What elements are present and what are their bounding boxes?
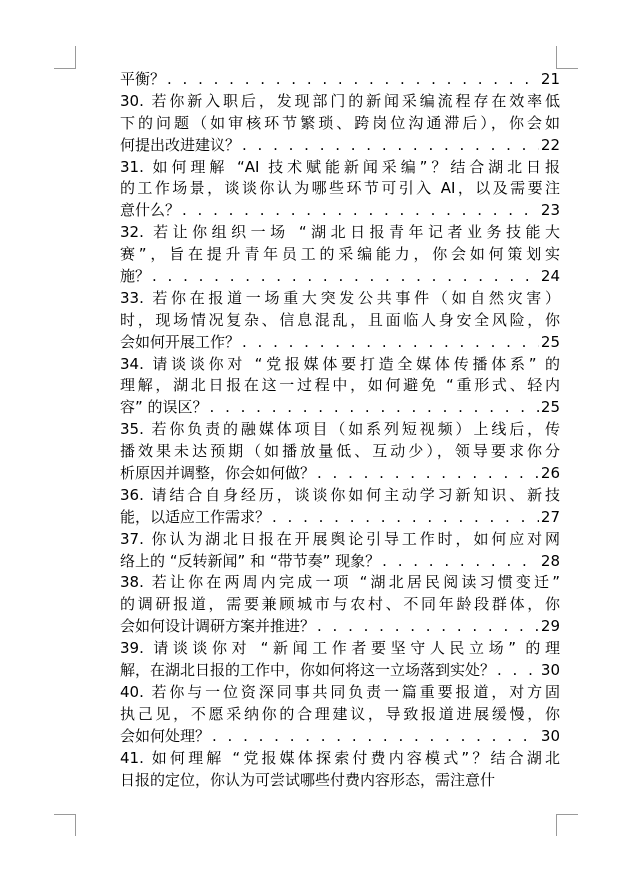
toc-entry-text: 30. 若你新入职后，发现部门的新闻采编流程存在效率低 [120, 91, 560, 110]
toc-page-number: 25 [540, 332, 560, 351]
toc-entry-text: 意什么？ [120, 201, 181, 220]
dot-leader [497, 660, 539, 682]
toc-entry-text: 会如何设计调研方案并推进？ [120, 617, 316, 636]
toc-page-number: 23 [540, 201, 560, 220]
toc-entry-text: 39. 请谈谈你对 “新闻工作者要坚守人民立场” 的理 [120, 639, 560, 658]
toc-entry-last-line[interactable] [120, 726, 560, 748]
toc-entry-last-line[interactable] [120, 616, 560, 638]
crop-mark-bottom-right-h [556, 814, 578, 815]
toc-page-number: 30 [540, 726, 560, 745]
dot-leader [317, 616, 539, 638]
toc-entry-text: 35. 若你负责的融媒体项目（如系列短视频）上线后，传 [120, 420, 560, 439]
toc-entry-text: 31. 如何理解 “AI 技术赋能新闻采编”？结合湖北日报 [120, 157, 560, 176]
toc-entry-text: 32. 若让你组织一场 “湖北日报青年记者业务技能大 [120, 223, 560, 242]
toc-entry-last-line[interactable] [120, 507, 560, 529]
toc-entry-text: 赛”，旨在提升青年员工的采编能力，你会如何策划实 [120, 245, 560, 264]
dot-leader [152, 266, 539, 288]
toc-entry-text: 日报的定位，你认为可尝试哪些付费内容形态，需注意什 [120, 770, 496, 789]
crop-mark-bottom-right-v [556, 814, 557, 836]
toc-entry-line[interactable] [120, 485, 560, 507]
toc-entry-last-line[interactable] [120, 551, 560, 573]
toc-entry-last-line[interactable] [120, 135, 560, 157]
toc-entry-line[interactable] [120, 572, 560, 594]
toc-entry-line[interactable] [120, 178, 560, 200]
dot-leader [382, 551, 539, 573]
table-of-contents [120, 69, 560, 791]
toc-page-number: 28 [540, 551, 560, 570]
toc-entry-text: 会如何处理？ [120, 726, 211, 745]
dot-leader [272, 507, 539, 529]
toc-entry-text: 容” 的误区？ [120, 398, 208, 417]
toc-page-number: 21 [540, 70, 560, 88]
toc-entry-line[interactable] [120, 529, 560, 551]
toc-entry-text: 络上的 “反转新闻” 和 “带节奏” 现象？ [120, 551, 381, 570]
toc-entry-text: 时，现场情况复杂、信息混乱，且面临人身安全风险，你 [120, 310, 560, 329]
toc-entry-line[interactable] [120, 375, 560, 397]
toc-entry-last-line[interactable] [120, 660, 560, 682]
toc-entry-text: 解，在湖北日报的工作中，你如何将这一立场落到实处？ [120, 661, 496, 680]
dot-leader [317, 463, 539, 485]
toc-entry-line[interactable] [120, 113, 560, 135]
toc-entry-last-line[interactable] [120, 463, 560, 485]
toc-entry-text: 下的问题（如审核环节繁琐、跨岗位沟通滞后），你会如 [120, 113, 560, 132]
toc-entry-text: 40. 若你与一位资深同事共同负责一篇重要报道，对方固 [120, 682, 560, 701]
dot-leader [242, 135, 539, 157]
toc-entry-text: 的工作场景，谈谈你认为哪些环节可引入 AI，以及需要注 [120, 179, 560, 198]
toc-page-number: 26 [540, 464, 560, 483]
toc-entry-line[interactable] [120, 244, 560, 266]
crop-mark-bottom-left-v [75, 814, 76, 836]
toc-entry-text: 36. 请结合自身经历，谈谈你如何主动学习新知识、新技 [120, 485, 560, 504]
toc-entry-text: 何提出改进建议？ [120, 135, 241, 154]
toc-page-number: 25 [540, 398, 560, 417]
toc-entry-line[interactable] [120, 594, 560, 616]
toc-entry-text: 析原因并调整，你会如何做？ [120, 464, 316, 483]
dot-leader [242, 332, 539, 354]
toc-entry-line[interactable] [120, 91, 560, 113]
toc-entry-last-line[interactable] [120, 266, 560, 288]
toc-entry-text: 33. 若你在报道一场重大突发公共事件（如自然灾害） [120, 288, 560, 307]
dot-leader [167, 69, 539, 91]
toc-page-number: 24 [540, 267, 560, 286]
toc-page-number: 27 [540, 507, 560, 526]
crop-mark-top-left-v [75, 46, 76, 68]
toc-entry-last-line[interactable] [120, 69, 560, 91]
toc-entry-last-line[interactable] [120, 332, 560, 354]
dot-leader [210, 397, 539, 419]
toc-entry-line[interactable] [120, 157, 560, 179]
toc-entry-line[interactable] [120, 770, 560, 792]
toc-page-number: 22 [540, 135, 560, 154]
toc-entry-line[interactable] [120, 748, 560, 770]
toc-entry-text: 37. 你认为湖北日报在开展舆论引导工作时，如何应对网 [120, 529, 560, 548]
toc-entry-line[interactable] [120, 354, 560, 376]
crop-mark-top-left-h [54, 68, 76, 69]
toc-entry-line[interactable] [120, 704, 560, 726]
toc-entry-line[interactable] [120, 310, 560, 332]
crop-mark-top-right-v [556, 46, 557, 68]
toc-entry-text: 的调研报道，需要兼顾城市与农村、不同年龄段群体，你 [120, 595, 560, 614]
toc-entry-text: 38. 若让你在两周内完成一项 “湖北居民阅读习惯变迁” [120, 573, 560, 592]
toc-entry-line[interactable] [120, 419, 560, 441]
toc-entry-text: 能，以适应工作需求？ [120, 507, 271, 526]
dot-leader [212, 726, 539, 748]
dot-leader [182, 200, 539, 222]
toc-entry-text: 41. 如何理解 “党报媒体探索付费内容模式”？结合湖北 [120, 748, 560, 767]
toc-entry-line[interactable] [120, 638, 560, 660]
toc-entry-text: 理解，湖北日报在这一过程中，如何避免 “重形式、轻内 [120, 376, 560, 395]
toc-entry-text: 会如何开展工作？ [120, 332, 241, 351]
toc-entry-line[interactable] [120, 441, 560, 463]
crop-mark-bottom-left-h [54, 814, 76, 815]
toc-entry-text: 执己见，不愿采纳你的合理建议，导致报道进展缓慢，你 [120, 704, 560, 723]
toc-entry-text: 施？ [120, 267, 151, 286]
toc-page-number: 30 [540, 661, 560, 680]
toc-entry-text: 播效果未达预期（如播放量低、互动少），领导要求你分 [120, 442, 560, 461]
toc-entry-last-line[interactable] [120, 397, 560, 419]
toc-entry-line[interactable] [120, 288, 560, 310]
toc-entry-last-line[interactable] [120, 200, 560, 222]
toc-page-number: 29 [540, 617, 560, 636]
toc-entry-line[interactable] [120, 222, 560, 244]
toc-entry-line[interactable] [120, 682, 560, 704]
toc-entry-text: 34. 请谈谈你对 “党报媒体要打造全媒体传播体系” 的 [120, 354, 560, 373]
toc-entry-text: 平衡？ [120, 70, 166, 88]
